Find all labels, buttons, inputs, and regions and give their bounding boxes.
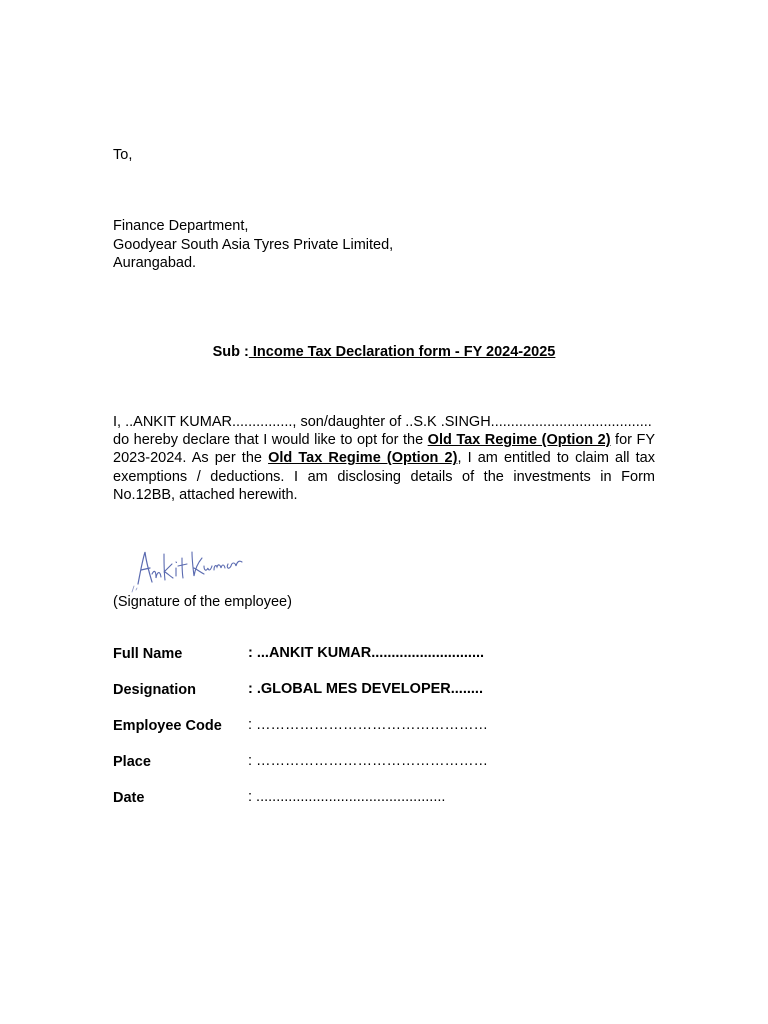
detail-row-full-name — [113, 645, 573, 681]
regime-option-second: Old Tax Regime (Option 2) — [268, 450, 458, 467]
subject-line — [0, 343, 768, 361]
paragraph-text-a: do hereby declare that I would like to opt for the — [113, 432, 428, 449]
designation-label: Designation — [113, 682, 196, 698]
recipient-address — [113, 217, 393, 273]
place-value: : ………………………………………… — [248, 753, 489, 769]
subject-title: Income Tax Declaration form - FY 2024-2025 — [248, 344, 556, 360]
detail-row-designation — [113, 681, 573, 717]
employee-code-label: Employee Code — [113, 718, 222, 734]
designation-value: : .GLOBAL MES DEVELOPER........ — [248, 681, 483, 697]
employee-details — [113, 645, 573, 825]
regime-option-first: Old Tax Regime (Option 2) — [427, 432, 611, 449]
paragraph-text-b: for FY 2023-2024. As per the — [113, 432, 655, 467]
signature-caption: (Signature of the employee) — [113, 594, 292, 610]
detail-row-employee-code — [113, 717, 573, 753]
full-name-label: Full Name — [113, 646, 183, 662]
detail-row-place — [113, 753, 573, 789]
address-line-company: Goodyear South Asia Tyres Private Limited, — [113, 236, 394, 253]
paragraph-text-c: , I am entitled to claim all tax exemptions / deductions. I am disclosing details of the investments in Form No.12BB, attached herewith. — [113, 450, 655, 503]
declaration-paragraph — [113, 413, 655, 504]
declarant-line: I, ..ANKIT KUMAR..............., son/daughter of ..S.K .SINGH........................................ — [113, 414, 652, 430]
place-label: Place — [113, 754, 151, 770]
full-name-value: : ...ANKIT KUMAR............................ — [248, 645, 485, 661]
salutation: To, — [113, 147, 133, 163]
employee-signature-image — [128, 540, 246, 594]
detail-row-date — [113, 789, 573, 825]
employee-code-value: : ………………………………………… — [248, 717, 489, 733]
date-label: Date — [113, 790, 145, 806]
address-line-city: Aurangabad. — [113, 255, 197, 271]
date-value: : ............................................... — [248, 789, 446, 805]
subject-prefix: Sub : — [212, 344, 249, 360]
address-line-department: Finance Department, — [113, 218, 249, 234]
